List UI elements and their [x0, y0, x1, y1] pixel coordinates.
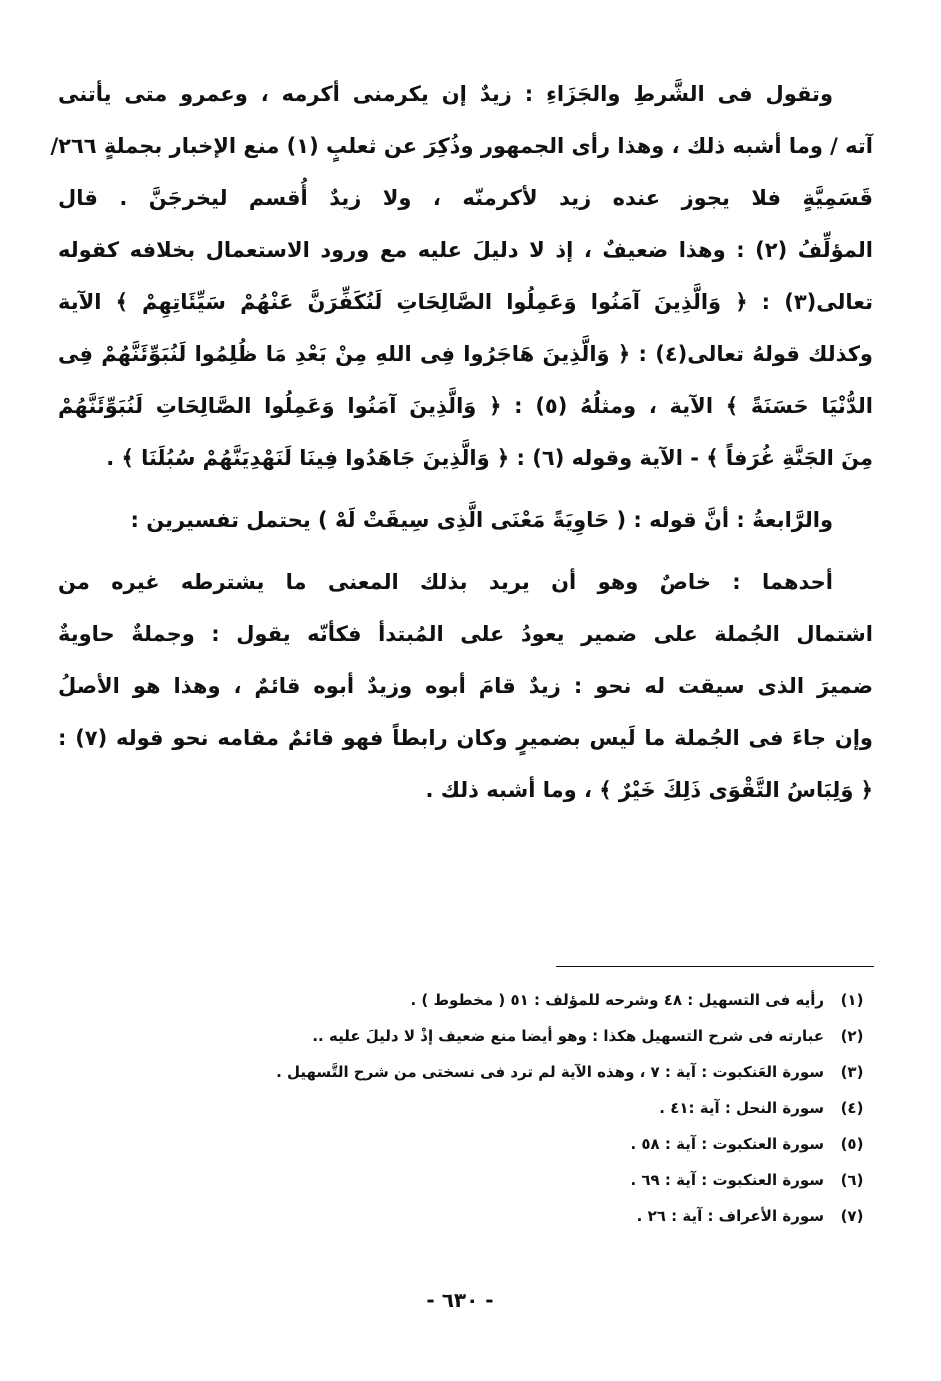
text-line: الدُّنْيَا حَسَنَةً ﴾ الآية ، ومثلُهُ (٥) : ﴿ وَالَّذِينَ آمَنُوا وَعَمِلُوا الصَّالِحَاتِ لَنُبَوِّئَنَّهُمْ	[58, 394, 873, 418]
text-line: ضميرَ الذى سيقت له نحو : زيدٌ قامَ أبوه وزيدٌ أبوه قائمٌ ، وهذا هو الأصلُ	[58, 674, 873, 698]
footnote-item	[200, 1054, 880, 1090]
footnote-text: عبارته فى شرح التسهيل هكذا : وهو أيضا منع ضعيف إذْ لا دليلَ عليه ..	[312, 1027, 824, 1045]
footnote-text: سورة النحل : آية :٤١ .	[659, 1099, 824, 1117]
text-line: المؤلِّفُ (٢) : وهذا ضعيفٌ ، إذ لا دليلَ عليه مع ورود الاستعمال بخلافه كقوله	[58, 238, 873, 262]
footnote-text: سورة العَنكبوت : آية : ٧ ، وهذه الآية لم ترد فى نسختى من شرح التَّسهيل .	[276, 1063, 824, 1081]
paragraph-gap	[58, 484, 873, 494]
text-line: ﴿ وَلِبَاسُ التَّقْوَى ذَلِكَ خَيْرٌ ﴾ ، وما أشبه ذلك .	[425, 778, 873, 802]
text-line: أحدهما : خاصٌ وهو أن يريد بذلك المعنى ما يشترطه غيره من	[58, 570, 833, 594]
footnote-number: (٢)	[840, 1027, 864, 1045]
text-line: والرَّابعةُ : أنَّ قوله : ( حَاوِيَةً مَعْنَى الَّذِى سِيقَتْ لَهْ ) يحتمل تفسيرين :	[130, 508, 833, 532]
footnote-text: رأيه فى التسهيل : ٤٨ وشرحه للمؤلف : ٥١ ( مخطوط ) .	[410, 991, 824, 1009]
paragraph-first-interpretation	[58, 556, 873, 816]
page-number: - ٦٣٠ -	[426, 1288, 494, 1312]
text-line: تعالى(٣) : ﴿ وَالَّذِينَ آمَنُوا وَعَمِلُوا الصَّالِحَاتِ لَنُكَفِّرَنَّ عَنْهُمْ سَيِّئَاتِهِمْ ﴾ الآية	[58, 290, 873, 314]
footnote-item	[200, 1090, 880, 1126]
footnote-separator	[556, 966, 874, 967]
footnote-item	[200, 1018, 880, 1054]
footnote-item	[200, 982, 880, 1018]
footnote-item	[200, 1162, 880, 1198]
text-line: اشتمال الجُملة على ضمير يعودُ على المُبتدأ فكأنّه يقول : وجملةٌ حاويةٌ	[58, 622, 873, 646]
text-line: وإن جاءَ فى الجُملة ما لَيس بضميرٍ وكان رابطاً فهو قائمٌ مقامه نحو قوله (٧) :	[58, 726, 873, 750]
footnote-number: (٦)	[840, 1171, 864, 1189]
footnote-number: (١)	[840, 991, 864, 1009]
footnote-number: (٧)	[840, 1207, 864, 1225]
footnotes	[200, 982, 880, 1234]
footnote-number: (٣)	[840, 1063, 864, 1081]
footnote-text: سورة الأعراف : آية : ٢٦ .	[636, 1207, 824, 1225]
text-line: وتقول فى الشَّرطِ والجَزَاءِ : زيدٌ إن يكرمنى أكرمه ، وعمرو متى يأتنى	[58, 82, 833, 106]
footnote-number: (٤)	[840, 1099, 864, 1117]
paragraph-gap	[58, 546, 873, 556]
paragraph-fourth	[58, 494, 873, 546]
text-line: قَسَمِيَّةٍ فلا يجوز عنده زيد لأكرمنّه ، ولا زيدٌ أُقسم ليخرجَنَّ . قال	[58, 186, 873, 210]
footnote-text: سورة العنكبوت : آية : ٥٨ .	[630, 1135, 824, 1153]
paragraph-condition	[50, 68, 873, 484]
footnote-text: سورة العنكبوت : آية : ٦٩ .	[630, 1171, 824, 1189]
main-text	[50, 68, 873, 816]
footnote-number: (٥)	[840, 1135, 864, 1153]
footnote-item	[200, 1198, 880, 1234]
footnote-item	[200, 1126, 880, 1162]
text-line: آته / وما أشبه ذلك ، وهذا رأى الجمهور وذُكِرَ عن ثعلبٍ (١) منع الإخبار بجملةٍ ٢٦٦/	[50, 134, 873, 158]
text-line: مِنَ الجَنَّةِ غُرَفاً ﴾ - الآية وقوله (٦) : ﴿ وَالَّذِينَ جَاهَدُوا فِينَا لَنَهْدِيَنَّهُمْ سُبُلَنَا ﴾ .	[106, 446, 873, 470]
text-line: وكذلك قولهُ تعالى(٤) : ﴿ وَالَّذِينَ هَاجَرُوا فِى اللهِ مِنْ بَعْدِ مَا ظُلِمُوا لَنُبَوِّئَنَّهُمْ فِى	[58, 342, 873, 366]
